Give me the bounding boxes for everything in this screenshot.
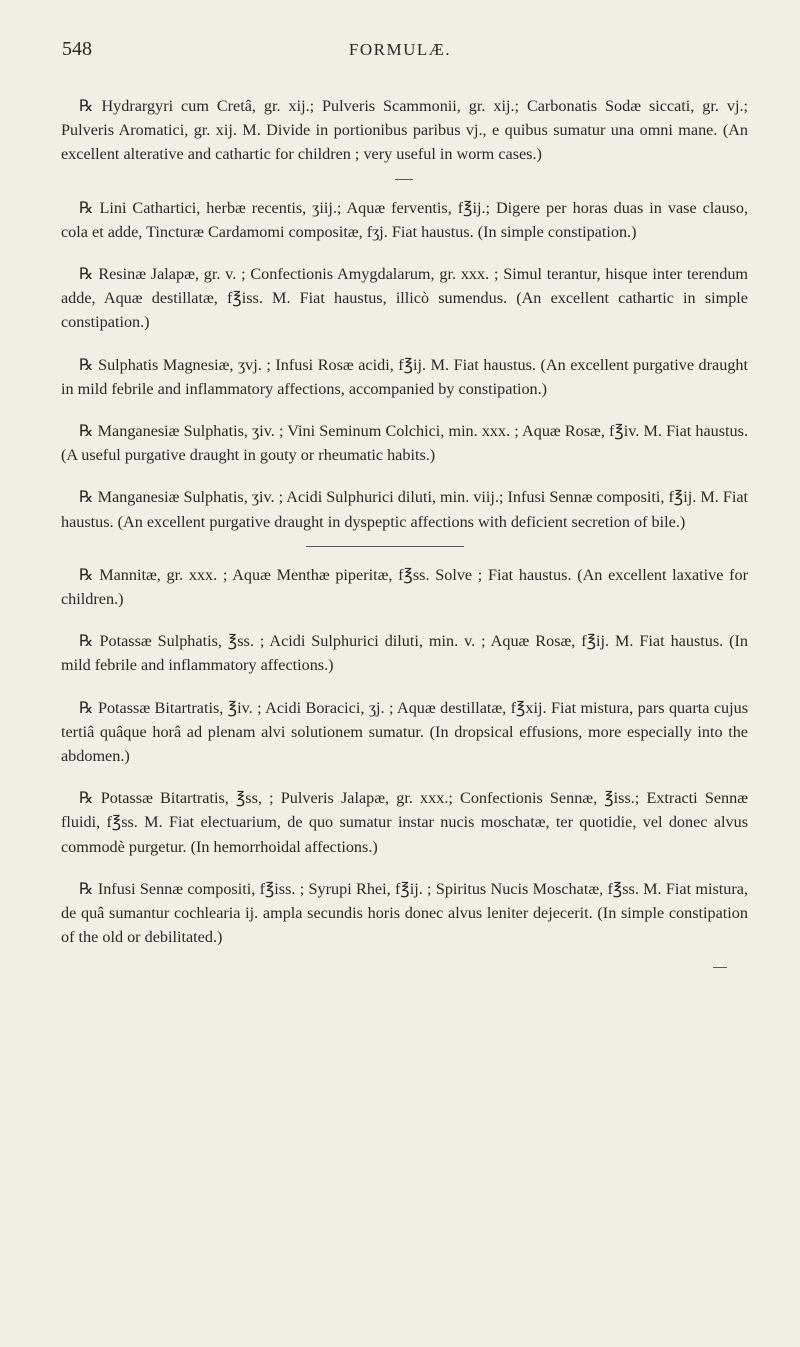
rx-symbol: ℞ (79, 97, 94, 115)
separator-rule (395, 179, 413, 180)
recipe-text: Potassæ Bitartratis, ℥iv. ; Acidi Boracici, ʒj. ; Aquæ destillatæ, f℥xij. Fiat mistura, pars quarta cujus tertiâ quâque horâ ad plenam alvi solutionem sumatur. (In dropsical effusions, more especially into the abdomen.) (61, 698, 749, 766)
end-rule (713, 967, 727, 968)
recipe-text: Resinæ Jalapæ, gr. v. ; Confectionis Amygdalarum, gr. xxx. ; Simul terantur, hisque inter terendum adde, Aquæ destillatæ, f℥iss. M. Fiat haustus, illicò sumendus. (An excellent cathartic in simple constipation.) (61, 265, 749, 332)
rx-symbol: ℞ (79, 355, 94, 374)
recipe-list (61, 94, 748, 968)
recipe-text: Manganesiæ Sulphatis, ʒiv. ; Acidi Sulphurici diluti, min. viij.; Infusi Sennæ compositi, f℥ij. M. Fiat haustus. (An excellent purgative draught in dyspeptic affections with deficient secretion of bile.) (61, 488, 748, 531)
rx-symbol: ℞ (79, 422, 94, 441)
rx-symbol: ℞ (79, 698, 94, 717)
recipe-text: Lini Cathartici, herbæ recentis, ʒiij.; Aquæ ferventis, f℥ij.; Digere per horas duas in vase clauso, cola et adde, Tincturæ Cardamomi compositæ, fʒj. Fiat haustus. (In simple constipation.) (61, 198, 748, 241)
recipe-7 (61, 563, 748, 611)
recipe-1 (61, 94, 748, 167)
page-number: 548 (62, 38, 92, 60)
page-header (0, 38, 800, 68)
recipe-10 (61, 786, 748, 859)
rx-symbol: ℞ (79, 198, 94, 217)
recipe-text: Hydrargyri cum Cretâ, gr. xij.; Pulveris Scammonii, gr. xij.; Carbonatis Sodæ siccati, gr. vj.; Pulveris Aromatici, gr. xij. M. Divide in portionibus paribus vj., e quibus sumatur una omni mane. (An excellent alterative and cathartic for children ; very useful in worm cases.) (61, 97, 748, 164)
recipe-text: Potassæ Sulphatis, ℥ss. ; Acidi Sulphurici diluti, min. v. ; Aquæ Rosæ, f℥ij. M. Fiat haustus. (In mild febrile and inflammatory affections.) (61, 632, 749, 675)
recipe-9 (61, 696, 748, 769)
rx-symbol: ℞ (79, 265, 94, 284)
recipe-6 (61, 485, 748, 533)
recipe-text: Sulphatis Magnesiæ, ʒvj. ; Infusi Rosæ acidi, f℥ij. M. Fiat haustus. (An excellent purgative draught in mild febrile and inflammatory affections, accompanied by constipation.) (61, 355, 748, 398)
recipe-8 (61, 629, 748, 677)
recipe-3 (61, 262, 748, 335)
recipe-text: Potassæ Bitartratis, ℥ss, ; Pulveris Jalapæ, gr. xxx.; Confectionis Sennæ, ℥iss.; Extracti Sennæ fluidi, f℥ss. M. Fiat electuarium, de quo sumatur instar nucis moschatæ, ter quotidie, vel donec alvus commodè purgetur. (In hemorrhoidal affections.) (61, 789, 749, 856)
recipe-11 (61, 877, 748, 950)
recipe-5 (61, 419, 748, 467)
rx-symbol: ℞ (79, 879, 94, 898)
rx-symbol: ℞ (79, 488, 94, 507)
recipe-2 (61, 196, 748, 244)
recipe-text: Infusi Sennæ compositi, f℥iss. ; Syrupi Rhei, f℥ij. ; Spiritus Nucis Moschatæ, f℥ss. M. Fiat mistura, de quâ sumantur cochlearia ij. ampla secundis horis donec alvus leniter dejecerit. (In simple constipation of the old or debilitated.) (61, 879, 748, 947)
recipe-text: Mannitæ, gr. xxx. ; Aquæ Menthæ piperitæ, f℥ss. Solve ; Fiat haustus. (An excellent laxative for children.) (61, 565, 748, 609)
separator-rule (306, 546, 464, 547)
rx-symbol: ℞ (79, 632, 94, 651)
running-head: FORMULÆ. (348, 40, 452, 59)
recipe-text: Manganesiæ Sulphatis, ʒiv. ; Vini Seminum Colchici, min. xxx. ; Aquæ Rosæ, f℥iv. M. Fiat haustus. (A useful purgative draught in gouty or rheumatic habits.) (61, 422, 748, 465)
rx-symbol: ℞ (79, 789, 94, 808)
rx-symbol: ℞ (79, 565, 94, 584)
recipe-4 (61, 353, 748, 401)
